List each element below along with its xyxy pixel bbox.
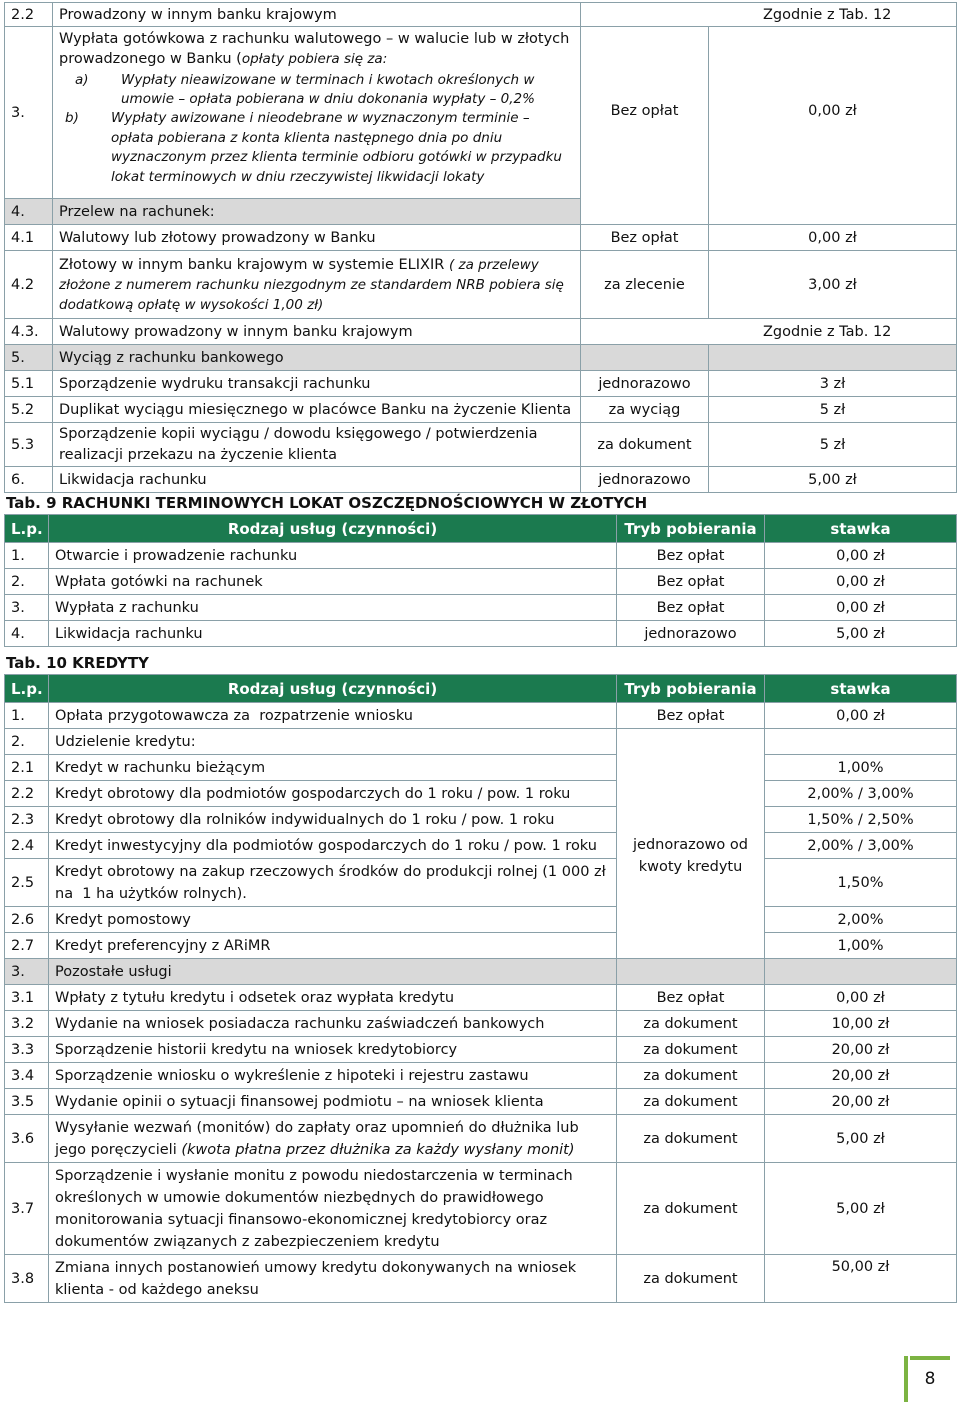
service-cell: Sporządzenie i wysłanie monitu z powodu niedostarczenia w terminach określonych w umowie dokumentów niezbędnych do prawidłowego monitorowania sytuacji finansowo-ekonomicznej kredytobiorcy oraz dokumentów związanych z zabezpieczeniem kredytu: [49, 1163, 617, 1255]
service-cell: [49, 1115, 617, 1163]
table-row: [5, 621, 957, 647]
service-line-note: opłaty pobiera się za:: [241, 51, 388, 67]
table-row: [5, 423, 957, 467]
lp-cell: 4.3.: [5, 319, 53, 345]
service-cell: Kredyt pomostowy: [49, 907, 617, 933]
service-cell: Walutowy lub złotowy prowadzony w Banku: [53, 225, 581, 251]
table-header-row: [5, 515, 957, 543]
table-row: [5, 397, 957, 423]
service-cell: Sporządzenie historii kredytu na wniosek kredytobiorcy: [49, 1037, 617, 1063]
lp-cell: 2.7: [5, 933, 49, 959]
service-note: ( za przelewy złożone z numerem rachunku niezgodnym ze standardem NRB pobiera się dodatkową opłatę w wysokości 1,00 zł): [59, 256, 564, 313]
lp-cell: 1.: [5, 543, 49, 569]
table-row: [5, 833, 957, 859]
service-cell: Udzielenie kredytu:: [49, 729, 617, 755]
fee-cell: 0,00 zł: [765, 569, 957, 595]
tryb-cell: Bez opłat: [617, 569, 765, 595]
service-cell: Zmiana innych postanowień umowy kredytu dokonywanych na wniosek klienta - od każdego aneksu: [49, 1255, 617, 1303]
lp-cell: 4.: [5, 199, 53, 225]
tryb-cell: za dokument: [617, 1255, 765, 1303]
service-text: Złotowy w innym banku krajowym w systemie ELIXIR: [59, 256, 445, 273]
table-row: [5, 225, 957, 251]
lp-cell: 2.5: [5, 859, 49, 907]
service-cell: Duplikat wyciągu miesięcznego w placówce Banku na życzenie Klienta: [53, 397, 581, 423]
lp-cell: 2.2: [5, 781, 49, 807]
lp-cell: 4.: [5, 621, 49, 647]
top-fee-table: [4, 2, 957, 493]
fee-cell: 5,00 zł: [765, 1163, 957, 1255]
service-line: [59, 49, 574, 69]
tryb-cell: Bez opłat: [617, 595, 765, 621]
tab10-title: Tab. 10 KREDYTY: [6, 654, 149, 672]
table-row: [5, 595, 957, 621]
tryb-cell: za dokument: [617, 1163, 765, 1255]
service-cell: Otwarcie i prowadzenie rachunku: [49, 543, 617, 569]
lp-cell: 2.2: [5, 3, 53, 27]
header-fee: stawka: [765, 515, 957, 543]
table-row: [5, 543, 957, 569]
table-row: [5, 27, 957, 199]
fee-cell: 0,00 zł: [765, 595, 957, 621]
lp-cell: 3.5: [5, 1089, 49, 1115]
lp-cell: 5.3: [5, 423, 53, 467]
service-line: Wypłata gotówkowa z rachunku walutowego – w walucie lub w złotych: [59, 31, 570, 47]
lp-cell: 3.2: [5, 1011, 49, 1037]
fee-cell: Zgodnie z Tab. 12: [581, 319, 957, 345]
table-row: [5, 319, 957, 345]
table-row: [5, 907, 957, 933]
lp-cell: 3.: [5, 27, 53, 199]
lp-cell: 2.6: [5, 907, 49, 933]
tryb-cell: za dokument: [617, 1089, 765, 1115]
fee-cell: 5,00 zł: [709, 467, 957, 493]
tryb-cell: jednorazowo: [617, 621, 765, 647]
table-row: [5, 781, 957, 807]
section-row: [5, 345, 957, 371]
service-cell: Prowadzony w innym banku krajowym: [53, 3, 581, 27]
lp-cell: 3.: [5, 595, 49, 621]
lp-cell: 2.4: [5, 833, 49, 859]
table-row: [5, 569, 957, 595]
service-cell: Wpłaty z tytułu kredytu i odsetek oraz wypłata kredytu: [49, 985, 617, 1011]
service-cell: Wydanie na wniosek posiadacza rachunku zaświadczeń bankowych: [49, 1011, 617, 1037]
table-row: [5, 467, 957, 493]
table-row: [5, 703, 957, 729]
table-row: [5, 1115, 957, 1163]
lp-cell: 4.2: [5, 251, 53, 319]
tab9-title: Tab. 9 RACHUNKI TERMINOWYCH LOKAT OSZCZĘDNOŚCIOWYCH W ZŁOTYCH: [6, 494, 648, 512]
lp-cell: 3.: [5, 959, 49, 985]
service-cell: Wydanie opinii o sytuacji finansowej podmiotu – na wniosek klienta: [49, 1089, 617, 1115]
header-lp: L.p.: [5, 515, 49, 543]
header-lp: L.p.: [5, 675, 49, 703]
table-row: [5, 3, 957, 27]
tryb-merged-cell: jednorazowo od kwoty kredytu: [617, 755, 765, 959]
table-row: [5, 1063, 957, 1089]
section-row: [5, 959, 957, 985]
table-row: [5, 729, 957, 755]
table-row: [5, 807, 957, 833]
fee-cell: 10,00 zł: [765, 1011, 957, 1037]
service-cell: Kredyt obrotowy na zakup rzeczowych środków do produkcji rolnej (1 000 zł na 1 ha użytków rolnych).: [49, 859, 617, 907]
service-cell: Kredyt w rachunku bieżącym: [49, 755, 617, 781]
lp-cell: 1.: [5, 703, 49, 729]
tryb-cell: jednorazowo: [581, 467, 709, 493]
fee-cell: Zgodnie z Tab. 12: [581, 3, 957, 27]
section-title: Pozostałe usługi: [49, 959, 617, 985]
fee-cell: 0,00 zł: [765, 703, 957, 729]
fee-cell: 5 zł: [709, 423, 957, 467]
table-row: [5, 1037, 957, 1063]
tryb-cell: za dokument: [617, 1115, 765, 1163]
service-cell: Likwidacja rachunku: [49, 621, 617, 647]
service-cell: Kredyt inwestycyjny dla podmiotów gospodarczych do 1 roku / pow. 1 roku: [49, 833, 617, 859]
service-cell: [53, 27, 581, 199]
lp-cell: 3.7: [5, 1163, 49, 1255]
lp-cell: 5.1: [5, 371, 53, 397]
empty-cell: [709, 345, 957, 371]
header-service: Rodzaj usług (czynności): [49, 515, 617, 543]
lp-cell: 2.: [5, 569, 49, 595]
sub-item-marker: b): [65, 110, 79, 126]
tryb-cell: za dokument: [617, 1063, 765, 1089]
tryb-cell: Bez opłat: [617, 985, 765, 1011]
fee-cell: 3 zł: [709, 371, 957, 397]
fee-cell: 3,00 zł: [709, 251, 957, 319]
sub-item-text: Wypłaty awizowane i nieodebrane w wyznaczonym terminie – opłata pobierana z konta klienta następnego dnia po dniu wyznaczonym przez klienta terminie odbioru gotówki w przypadku lokat terminowych w dniu rzeczywistej likwidacji lokaty: [111, 110, 562, 185]
page-number: 8: [910, 1356, 950, 1398]
lp-cell: 5.: [5, 345, 53, 371]
fee-cell: 20,00 zł: [765, 1063, 957, 1089]
service-line-text: prowadzonego w Banku (: [59, 51, 242, 67]
table-row: [5, 755, 957, 781]
fee-cell: 50,00 zł: [765, 1255, 957, 1303]
empty-cell: [617, 959, 765, 985]
tryb-cell: Bez opłat: [581, 27, 709, 225]
tryb-cell: za wyciąg: [581, 397, 709, 423]
service-cell: Walutowy prowadzony w innym banku krajowym: [53, 319, 581, 345]
tryb-cell: za dokument: [581, 423, 709, 467]
section-title: Wyciąg z rachunku bankowego: [53, 345, 581, 371]
service-cell: Likwidacja rachunku: [53, 467, 581, 493]
fee-cell: 1,00%: [765, 755, 957, 781]
fee-cell: 0,00 zł: [709, 27, 957, 225]
empty-cell: [765, 959, 957, 985]
tryb-cell: Bez opłat: [581, 225, 709, 251]
fee-cell: 5,00 zł: [765, 1115, 957, 1163]
fee-cell: 5 zł: [709, 397, 957, 423]
tryb-cell: za dokument: [617, 1011, 765, 1037]
lp-cell: 3.1: [5, 985, 49, 1011]
header-tryb: Tryb pobierania: [617, 675, 765, 703]
table-row: [5, 1255, 957, 1303]
table-row: [5, 371, 957, 397]
service-cell: Kredyt preferencyjny z ARiMR: [49, 933, 617, 959]
fee-cell: 1,00%: [765, 933, 957, 959]
table-row: [5, 985, 957, 1011]
fee-cell: 1,50% / 2,50%: [765, 807, 957, 833]
service-cell: Wypłata z rachunku: [49, 595, 617, 621]
section-title: Przelew na rachunek:: [53, 199, 581, 225]
service-cell: [53, 251, 581, 319]
fee-cell: 0,00 zł: [765, 985, 957, 1011]
service-cell: Sporządzenie wydruku transakcji rachunku: [53, 371, 581, 397]
service-cell: Sporządzenie wniosku o wykreślenie z hipoteki i rejestru zastawu: [49, 1063, 617, 1089]
lp-cell: 6.: [5, 467, 53, 493]
tryb-cell: Bez opłat: [617, 703, 765, 729]
sub-item-b: [59, 109, 574, 187]
fee-cell: 1,50%: [765, 859, 957, 907]
service-text: Wysyłanie wezwań (monitów) do zapłaty oraz upomnień do dłużnika lub jego poręczycieli: [55, 1119, 579, 1158]
tryb-cell: za zlecenie: [581, 251, 709, 319]
lp-cell: 3.3: [5, 1037, 49, 1063]
service-cell: Kredyt obrotowy dla podmiotów gospodarczych do 1 roku / pow. 1 roku: [49, 781, 617, 807]
tab10-table: [4, 674, 957, 1303]
table-row: [5, 1089, 957, 1115]
fee-cell: 2,00% / 3,00%: [765, 833, 957, 859]
lp-cell: 3.4: [5, 1063, 49, 1089]
sub-item-a: [59, 71, 574, 109]
sub-item-text: Wypłaty nieawizowane w terminach i kwotach określonych w umowie – opłata pobierana w dniu dokonania wypłaty – 0,2%: [121, 72, 535, 107]
fee-cell: 5,00 zł: [765, 621, 957, 647]
header-service: Rodzaj usług (czynności): [49, 675, 617, 703]
table-row: [5, 1163, 957, 1255]
sub-item-marker: a): [75, 72, 89, 88]
service-cell: Opłata przygotowawcza za rozpatrzenie wniosku: [49, 703, 617, 729]
tryb-cell: Bez opłat: [617, 543, 765, 569]
empty-cell: [765, 729, 957, 755]
page-number-divider: [904, 1356, 908, 1402]
empty-cell: [617, 729, 765, 755]
table-row: [5, 251, 957, 319]
lp-cell: 5.2: [5, 397, 53, 423]
table-header-row: [5, 675, 957, 703]
table-row: [5, 1011, 957, 1037]
fee-cell: 0,00 zł: [765, 543, 957, 569]
lp-cell: 2.3: [5, 807, 49, 833]
header-tryb: Tryb pobierania: [617, 515, 765, 543]
fee-cell: 20,00 zł: [765, 1089, 957, 1115]
service-cell: Wpłata gotówki na rachunek: [49, 569, 617, 595]
tryb-cell: za dokument: [617, 1037, 765, 1063]
service-cell: Sporządzenie kopii wyciągu / dowodu księgowego / potwierdzenia realizacji przekazu na życzenie klienta: [53, 423, 581, 467]
fee-cell: 2,00%: [765, 907, 957, 933]
lp-cell: 4.1: [5, 225, 53, 251]
lp-cell: 2.1: [5, 755, 49, 781]
table-row: [5, 933, 957, 959]
lp-cell: 2.: [5, 729, 49, 755]
lp-cell: 3.6: [5, 1115, 49, 1163]
service-note: (kwota płatna przez dłużnika za każdy wysłany monit): [181, 1141, 575, 1158]
lp-cell: 3.8: [5, 1255, 49, 1303]
table-row: [5, 859, 957, 907]
service-cell: Kredyt obrotowy dla rolników indywidualnych do 1 roku / pow. 1 roku: [49, 807, 617, 833]
empty-cell: [581, 345, 709, 371]
fee-cell: 2,00% / 3,00%: [765, 781, 957, 807]
fee-cell: 20,00 zł: [765, 1037, 957, 1063]
header-fee: stawka: [765, 675, 957, 703]
fee-cell: 0,00 zł: [709, 225, 957, 251]
tryb-cell: jednorazowo: [581, 371, 709, 397]
tab9-table: [4, 514, 957, 647]
